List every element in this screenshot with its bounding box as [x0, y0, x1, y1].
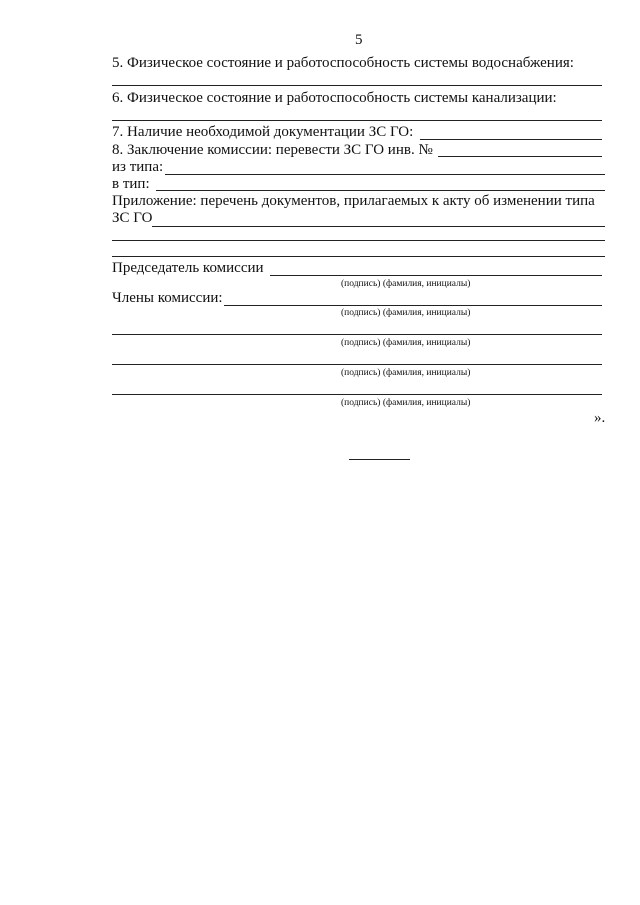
- end-divider: [349, 459, 410, 460]
- appendix-line-b[interactable]: [112, 240, 605, 241]
- item-7-line[interactable]: [420, 139, 602, 140]
- member-2-line[interactable]: [112, 334, 602, 335]
- item-8-line[interactable]: [438, 156, 602, 157]
- from-type-line[interactable]: [165, 174, 605, 175]
- from-type-label: из типа:: [112, 159, 164, 175]
- signature-caption-1: (подпись) (фамилия, инициалы): [341, 279, 471, 289]
- item-6-label: 6. Физическое состояние и работоспособность системы канализации:: [112, 90, 557, 106]
- signature-caption-2: (подпись) (фамилия, инициалы): [341, 308, 471, 318]
- appendix-line-c[interactable]: [112, 256, 605, 257]
- appendix-line-a[interactable]: [152, 226, 605, 227]
- item-5-line[interactable]: [112, 85, 602, 86]
- member-3-line[interactable]: [112, 364, 602, 365]
- page-number: 5: [355, 32, 363, 48]
- appendix-line-2: ЗС ГО: [112, 210, 153, 226]
- item-6-line[interactable]: [112, 120, 602, 121]
- member-4-line[interactable]: [112, 394, 602, 395]
- item-8-label: 8. Заключение комиссии: перевести ЗС ГО инв. №: [112, 142, 433, 158]
- to-type-label: в тип:: [112, 176, 150, 192]
- signature-caption-5: (подпись) (фамилия, инициалы): [341, 398, 471, 408]
- chairman-line[interactable]: [270, 275, 602, 276]
- members-label: Члены комиссии:: [112, 290, 223, 306]
- signature-caption-3: (подпись) (фамилия, инициалы): [341, 338, 471, 348]
- chairman-label: Председатель комиссии: [112, 260, 264, 276]
- appendix-line-1: Приложение: перечень документов, прилагаемых к акту об изменении типа: [112, 193, 595, 209]
- to-type-line[interactable]: [156, 190, 605, 191]
- signature-caption-4: (подпись) (фамилия, инициалы): [341, 368, 471, 378]
- closing-quote: ».: [594, 410, 606, 426]
- member-1-line[interactable]: [224, 305, 602, 306]
- item-5-label: 5. Физическое состояние и работоспособность системы водоснабжения:: [112, 55, 574, 71]
- item-7-label: 7. Наличие необходимой документации ЗС ГО:: [112, 124, 414, 140]
